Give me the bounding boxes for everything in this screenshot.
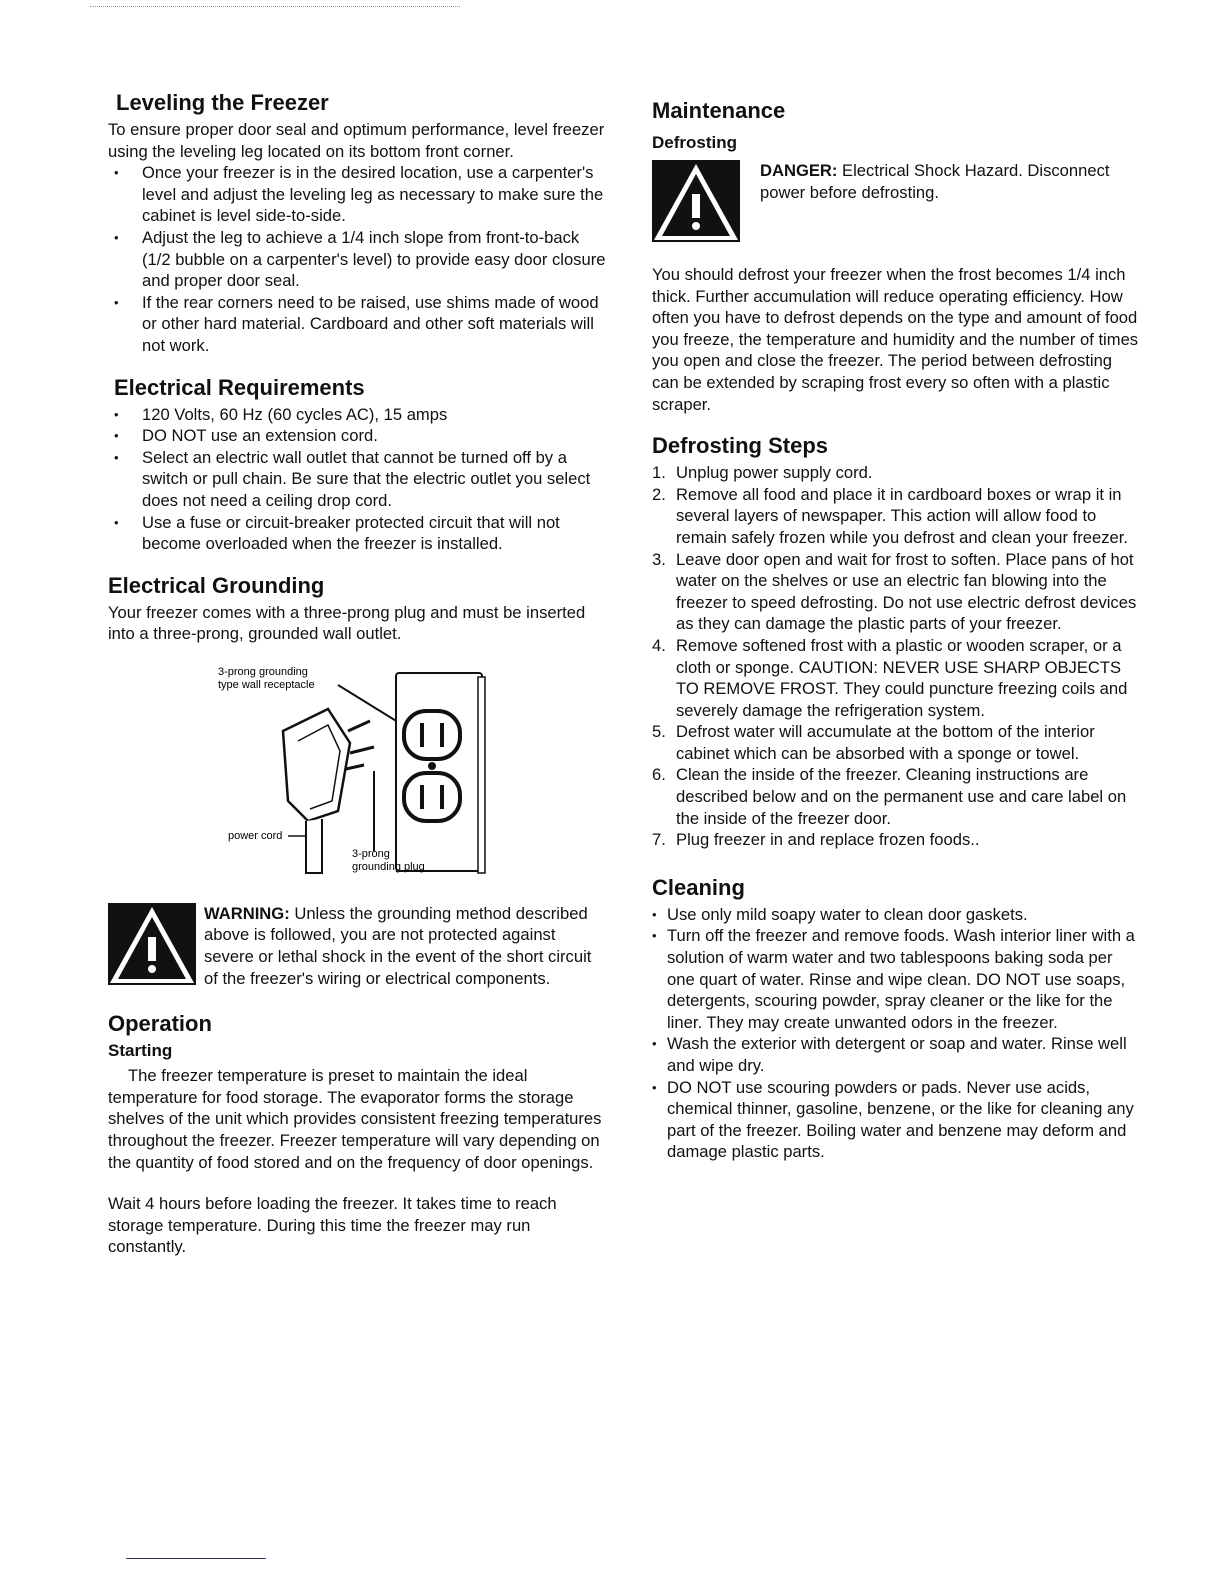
- list-item: • If the rear corners need to be raised, use shims made of wood or other hard material. Cardboard and other soft materials will not work.: [108, 292, 608, 357]
- plug-label-1: 3-prong: [352, 847, 390, 860]
- waiting-text: Wait 4 hours before loading the freezer. It takes time to reach storage temperature. During this time the freezer may run constantly.: [108, 1194, 557, 1257]
- step-number: 6.: [652, 765, 666, 785]
- warning-text-block: [204, 903, 608, 989]
- step-text: Remove softened frost with a plastic or wooden scraper, or a cloth or sponge. CAUTION: NEVER USE SHARP OBJECTS TO REMOVE FROST. They could puncture freezing coils and severely damage the refrigeration system.: [676, 635, 1128, 720]
- list-item: • Turn off the freezer and remove foods. Wash interior liner with a solution of warm water and two tablespoons baking soda per one quart of water. Rinse and wipe clean. DO NOT use soaps, detergents, scouring powder, spray cleaner or the like for the liner. They may create unwanted odors in the freezer.: [652, 925, 1142, 1033]
- plug-label-2: grounding plug: [352, 860, 425, 873]
- step-number: 3.: [652, 549, 666, 569]
- leveling-heading: Leveling the Freezer: [116, 90, 329, 115]
- right-column: [652, 90, 1142, 1163]
- list-item: [652, 549, 1142, 635]
- danger-text: Electrical Shock Hazard. Disconnect power before defrosting.: [760, 161, 1110, 202]
- outlet-socket-bottom: [404, 773, 460, 821]
- list-item: [652, 484, 1142, 549]
- outlet-plug-diagram: [188, 661, 588, 881]
- cleaning-section: [652, 875, 1142, 1163]
- defrosting-steps-section: [652, 433, 1142, 851]
- defrosting-subheading: Defrosting: [652, 133, 737, 152]
- defrosting-steps-heading: Defrosting Steps: [652, 433, 829, 459]
- step-number: 4.: [652, 635, 666, 655]
- step-number: 7.: [652, 830, 666, 850]
- step-number: 5.: [652, 722, 666, 742]
- list-item: [652, 635, 1142, 721]
- power-cord: [306, 819, 322, 873]
- danger-triangle-icon: [652, 160, 740, 242]
- grounding-section: [108, 573, 608, 990]
- leveling-list: [108, 162, 608, 356]
- electrical-list: [108, 404, 608, 555]
- list-item: • Adjust the leg to achieve a 1/4 inch slope from front-to-back (1/2 bubble on a carpenter's level) to provide easy door closure and proper door seal.: [108, 227, 608, 292]
- list-item: [652, 721, 1142, 764]
- outlet-socket-top: [404, 711, 460, 759]
- warning-label: WARNING:: [204, 903, 290, 923]
- danger-text-block: [760, 160, 1142, 203]
- electrical-section: [114, 375, 608, 555]
- operation-section: [108, 1011, 608, 1258]
- list-item: • Wash the exterior with detergent or soap and water. Rinse well and wipe dry.: [652, 1033, 1142, 1076]
- list-item: • 120 Volts, 60 Hz (60 cycles AC), 15 amps: [108, 404, 608, 426]
- step-text: Defrost water will accumulate at the bottom of the interior cabinet which can be absorbed with a sponge or towel.: [676, 722, 1095, 763]
- plug-body: [283, 709, 350, 821]
- grounding-heading: Electrical Grounding: [108, 572, 325, 598]
- electrical-heading: Electrical Requirements: [114, 374, 365, 400]
- cord-label: power cord: [228, 829, 283, 842]
- warning-text: Unless the grounding method described above is followed, you are not protected against severe or lethal shock in the event of the short circuit of the freezer's wiring or electrical components.: [204, 903, 592, 988]
- receptacle-label-1: 3-prong grounding: [218, 665, 308, 678]
- list-item: • Use only mild soapy water to clean door gaskets.: [652, 904, 1142, 926]
- starting-text: The freezer temperature is preset to maintain the ideal temperature for food storage. The evaporator forms the storage shelves of the unit which provides consistent freezing temperatures throughout the freezer. Freezer temperature will vary depending on the quantity of food stored and on the frequency of door openings.: [108, 1066, 602, 1172]
- leveling-section: [108, 90, 608, 357]
- plug-prong: [348, 721, 370, 731]
- leveling-intro: To ensure proper door seal and optimum performance, level freezer using the leveling leg located on its bottom front corner.: [108, 120, 605, 161]
- list-item: • Use a fuse or circuit-breaker protected circuit that will not become overloaded when the freezer is installed.: [108, 512, 608, 555]
- danger-label: DANGER:: [760, 161, 838, 180]
- defrosting-text: You should defrost your freezer when the frost becomes 1/4 inch thick. Further accumulation will reduce operating efficiency. How often you have to defrost depends on the type and amount of food you freeze, the temperature and humidity and the number of times you open and close the freezer. The period between defrosting can be extended by scraping frost every so often with a plastic scraper.: [652, 265, 1139, 414]
- list-item: • DO NOT use scouring powders or pads. Never use acids, chemical thinner, gasoline, benzene, or the like for cleaning any part of the freezer. Boiling water and benzene may deform and damage plastic parts.: [652, 1077, 1142, 1163]
- plug-prong: [346, 765, 364, 769]
- outlet-plate-edge: [478, 677, 485, 873]
- list-item: [652, 462, 1142, 484]
- step-text: Clean the inside of the freezer. Cleaning instructions are described below and on the permanent use and care label on the inside of the freezer door.: [676, 765, 1127, 828]
- cleaning-list: [652, 904, 1142, 1163]
- plug-prong: [350, 747, 374, 753]
- danger-icon: [652, 160, 740, 242]
- list-item: [652, 764, 1142, 829]
- grounding-text: Your freezer comes with a three-prong plug and must be inserted into a three-prong, grounded wall outlet.: [108, 602, 586, 644]
- outlet-screw: [428, 762, 436, 770]
- defrosting-steps-list: [652, 462, 1142, 851]
- step-text: Unplug power supply cord.: [676, 463, 873, 483]
- maintenance-section: [652, 98, 1142, 415]
- warning-icon: [108, 903, 196, 985]
- list-item: [652, 829, 1142, 851]
- list-item: • DO NOT use an extension cord.: [108, 425, 608, 447]
- step-text: Plug freezer in and replace frozen foods..: [676, 830, 980, 850]
- scan-bottom-line: [126, 1558, 266, 1559]
- maintenance-heading: Maintenance: [652, 98, 786, 123]
- step-number: 1.: [652, 463, 666, 483]
- step-number: 2.: [652, 484, 666, 504]
- left-column: [108, 90, 608, 1258]
- list-item: • Once your freezer is in the desired location, use a carpenter's level and adjust the leveling leg as necessary to make sure the cabinet is level side-to-side.: [108, 162, 608, 227]
- receptacle-label-2: type wall receptacle: [218, 678, 315, 691]
- warning-triangle-icon: [108, 903, 196, 985]
- defrosting-danger: [652, 160, 1142, 242]
- grounding-warning: [108, 903, 608, 989]
- step-text: Leave door open and wait for frost to soften. Place pans of hot water on the shelves or use an electric fan blowing into the freezer to speed defrosting. Do not use electric defrost devices as they can damage the plastic parts of your freezer.: [676, 549, 1137, 634]
- list-item: • Select an electric wall outlet that cannot be turned off by a switch or pull chain. Be sure that the electric outlet you select does not need a ceiling drop cord.: [108, 447, 608, 512]
- operation-heading: Operation: [108, 1011, 212, 1037]
- step-text: Remove all food and place it in cardboard boxes or wrap it in several layers of newspaper. This action will allow food to remain safely frozen while you defrost and clean your freezer.: [676, 484, 1128, 547]
- starting-subheading: Starting: [108, 1041, 173, 1061]
- cleaning-heading: Cleaning: [652, 874, 745, 900]
- scan-top-line: [90, 6, 460, 7]
